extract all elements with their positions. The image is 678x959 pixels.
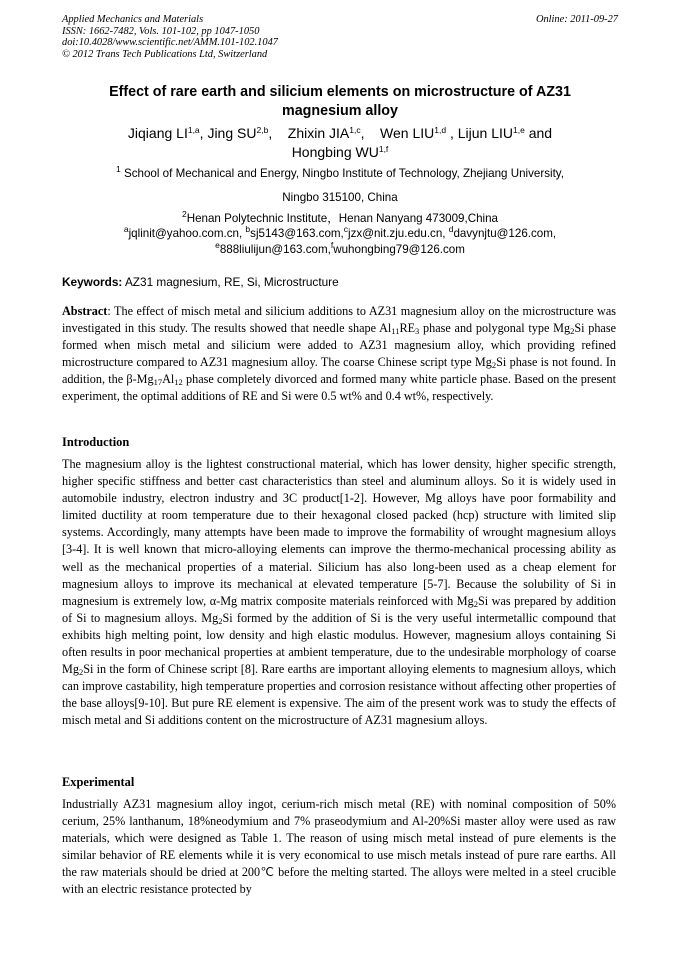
keywords-label: Keywords: (62, 275, 123, 289)
subscript: 2 (473, 598, 478, 609)
abstract-text: RE (399, 321, 416, 336)
affiliation-sup: 2 (181, 209, 187, 219)
author-sup: 1,d (434, 125, 447, 135)
email: 888liulijun@163.com, (219, 242, 331, 256)
affiliation-text: Henan Polytechnic Institute，Henan Nanyang 473009,China (186, 212, 499, 225)
issn-line: ISSN: 1662-7482, Vols. 101-102, pp 1047-1050 (62, 25, 260, 37)
author-line-1 (62, 124, 618, 143)
subscript: 17 (153, 377, 163, 388)
title-line-2: magnesium alloy (281, 103, 398, 119)
subscript: 2 (218, 615, 223, 626)
section-heading-introduction: Introduction (62, 435, 130, 449)
author-sup: 1,e (513, 125, 525, 135)
online-date: Online: 2011-09-27 (535, 14, 618, 25)
email-sup: f (330, 239, 334, 250)
email-sup: b (245, 224, 251, 234)
subscript: 12 (174, 377, 183, 388)
author-sup: 2,b (256, 125, 269, 135)
email-sup: a (123, 224, 129, 234)
author-sup: 1,a (187, 125, 200, 135)
abstract-text: Si phase is not found. In addition, the β-Mg (62, 355, 616, 387)
doi-line: doi:10.4028/www.scientific.net/AMM.101-102.1047 (62, 37, 278, 48)
subscript: 11 (391, 326, 400, 337)
email: wuhongbing79@126.com (333, 242, 465, 256)
author-and: and (524, 125, 553, 141)
email-list (62, 226, 618, 257)
email: jzx@nit.zju.edu.cn, (348, 227, 449, 240)
author-name: , Jing SU (199, 125, 257, 141)
abstract-text: Si phase formed when misch metal and silicium were added to AZ31 magnesium alloy, which providing refined microstructure compared to AZ31 magnesium alloy. The coarse Chinese script type Mg (62, 321, 616, 370)
journal-header (62, 14, 618, 60)
abstract-text: : The effect of misch metal and silicium additions to AZ31 magnesium alloy on the microstructure was investigated in this study. The results showed that needle shape Al (62, 304, 616, 336)
affiliation-1 (62, 166, 618, 205)
email-sup: c (343, 224, 349, 234)
section-heading-experimental: Experimental (62, 775, 135, 789)
subscript: 2 (491, 360, 497, 371)
affiliation-city: Ningbo 315100, China (282, 191, 398, 204)
paper-title (62, 83, 618, 121)
experimental-body: Industrially AZ31 magnesium alloy ingot, cerium-rich misch metal (RE) with nominal composition of 50% cerium, 25% lanthanum, 18%neodymium and 7% praseodymium and Al-20%Si master alloy were used as raw materials, which were designed as Table 1. The reason of using misch metal instead of pure elements is the similar behavior of RE elements while it is very economical to use misch metals instead of pure rare earths. All the raw materials should be dried at 200℃ before the melting started. The alloys were melted in a steel crucible with an electric resistance protected by (62, 797, 616, 897)
subscript: 2 (570, 326, 575, 337)
email: davynjtu@126.com, (453, 227, 557, 240)
affiliation-text: School of Mechanical and Energy, Ningbo Institute of Technology, Zhejiang University, (120, 167, 564, 180)
abstract-text: phase and polygonal type Mg (419, 321, 571, 336)
abstract-label: Abstract (62, 304, 108, 318)
author-name: Hongbing WU (291, 144, 379, 160)
subscript: 2 (78, 667, 84, 678)
body-text: Si in the form of Chinese script [8]. Rare earths are important alloying elements to magnesium alloys, which can improve castability, high temperature properties and corrosion resistance without affecting other properties of the base alloys[9-10]. But pure RE element is expensive. The aim of the present work was to study the effects of misch metal and Si additions content on the microstructure of AZ31 magnesium alloys. (62, 662, 617, 728)
affiliation-2 (62, 211, 618, 226)
author-list (62, 124, 618, 162)
introduction-body (62, 456, 616, 730)
abstract (62, 303, 616, 406)
affiliation-sup: 1 (116, 164, 121, 174)
author-sup: 1,f (378, 144, 389, 154)
title-line-1: Effect of rare earth and silicium elements on microstructure of AZ31 (109, 84, 571, 100)
author-name: , Lijun LIU (446, 125, 514, 141)
email-sup: e (215, 239, 220, 250)
abstract-text: phase completely divorced and formed many white particle phase. Based on the present experiment, the optimal additions of RE and Si were 0.5 wt% and 0.4 wt%, respectively. (62, 372, 616, 404)
abstract-text: Al (162, 372, 175, 387)
author-name: Jiqiang LI (127, 125, 188, 141)
keywords-text: AZ31 magnesium, RE, Si, Microstructure (122, 275, 339, 289)
copyright-line: © 2012 Trans Tech Publications Ltd, Switzerland (62, 48, 268, 60)
body-text: Si was prepared by addition of Si to magnesium alloys. Mg (62, 593, 617, 625)
subscript: 3 (415, 326, 420, 337)
author-line-2 (62, 143, 618, 162)
email-sup: d (448, 224, 454, 234)
body-text: Si formed by the addition of Si is the very useful intermetallic compound that exhibits high melting point, low density and high elastic modulus. However, magnesium alloys containing Si often results in poor mechanical properties at ambient temperature, due to the undesirable morphology of coarse Mg (62, 610, 617, 677)
keywords (62, 275, 618, 290)
author-sup: 1,c (349, 125, 361, 135)
author-name: , Zhixin JIA (268, 125, 350, 141)
body-text: The magnesium alloy is the lightest constructional material, which has lower density, higher specific strength, higher specific stiffness and better cast characteristics than steel and aluminum alloys. So it is widely used in automobile industry, electron industry and 3C product[1-2]. However, Mg alloys have poor formability and limited ductility at room temperature due to their hexagonal closed packed (hcp) structure with limited slip systems. Accordingly, many attempts have been made to improve the formability of wrought magnesium alloys [3-4]. It is well known that micro-alloying elements can improve the thermo-mechanical processing ability as well as the mechanical properties of a material. Silicium has also long-been used as a cheap element for magnesium alloys to improve its mechanical at elevated temperature [5-7]. Because the solubility of Si in magnesium is extremely low, α-Mg matrix composite materials reinforced with Mg (62, 457, 616, 608)
journal-name: Applied Mechanics and Materials (62, 14, 204, 25)
email: jqlinit@yahoo.com.cn, (128, 227, 246, 240)
email: sj5143@163.com, (250, 227, 344, 240)
author-name: , Wen LIU (360, 125, 435, 141)
